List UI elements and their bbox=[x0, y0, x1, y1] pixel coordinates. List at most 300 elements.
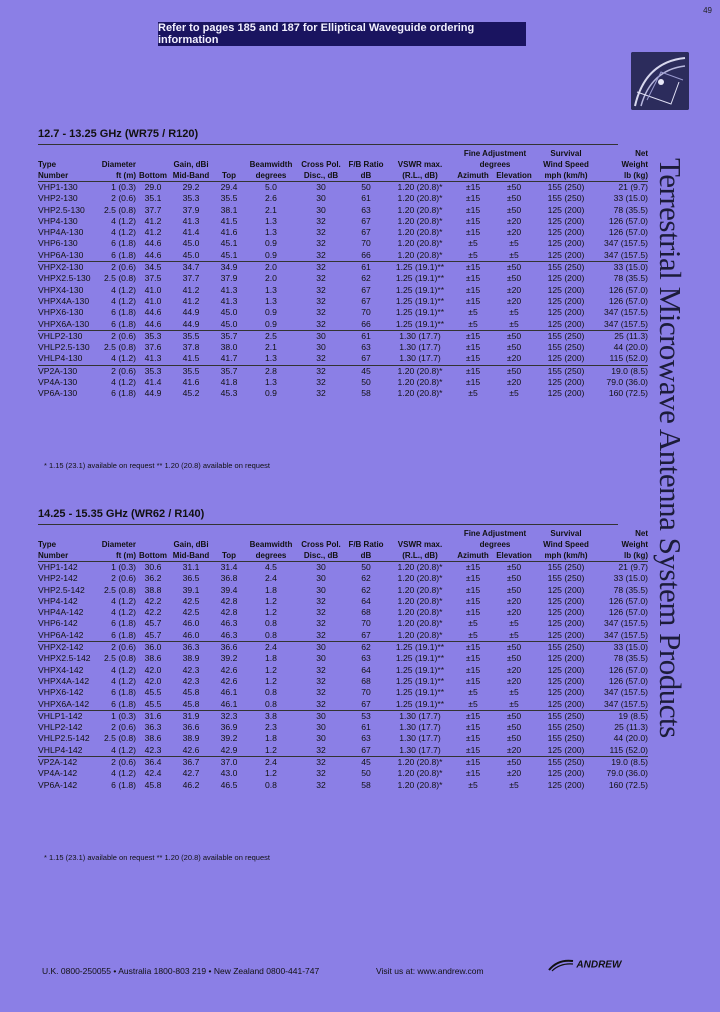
table-row bbox=[38, 710, 648, 722]
cell-wind-speed: 125 (200) bbox=[547, 295, 585, 306]
cell-wind-speed: 155 (250) bbox=[536, 757, 596, 769]
cell-cross-pol: 32 bbox=[296, 757, 346, 769]
cell-top: 41.7 bbox=[220, 353, 238, 364]
table-row bbox=[38, 250, 648, 262]
cell-diameter: 6 (1.8) bbox=[111, 388, 136, 399]
cell-beamwidth: 1.8 bbox=[265, 733, 277, 744]
cell-vswr: 1.30 (17.7) bbox=[399, 353, 441, 364]
cell-cross-pol: 32 bbox=[296, 262, 346, 274]
cell-beamwidth: 2.4 bbox=[246, 642, 296, 654]
cell-mid-band: 41.4 bbox=[182, 227, 200, 238]
cell-fb-ratio: 63 bbox=[361, 204, 371, 215]
cell-type: VHP4A-130 bbox=[38, 227, 84, 238]
cell-bottom: 30.6 bbox=[144, 562, 162, 572]
cell-azimuth: ±15 bbox=[465, 342, 481, 353]
cell-weight: 347 (157.5) bbox=[604, 687, 648, 698]
hdr-top: Top bbox=[212, 170, 246, 182]
table-row bbox=[38, 676, 648, 687]
cell-wind-speed: 125 (200) bbox=[547, 687, 585, 698]
cell-bottom: 42.3 bbox=[144, 744, 162, 755]
cell-bottom: 41.2 bbox=[144, 227, 162, 238]
cell-wind-speed: 155 (250) bbox=[547, 722, 585, 733]
cell-wind-speed: 125 (200) bbox=[547, 629, 585, 640]
cell-vswr: 1.20 (20.8)* bbox=[397, 584, 443, 595]
cell-cross-pol: 30 bbox=[316, 562, 326, 572]
cell-cross-pol: 32 bbox=[316, 295, 326, 306]
cell-vswr: 1.30 (17.7) bbox=[399, 744, 441, 755]
cell-elevation: ±5 bbox=[509, 618, 519, 629]
cell-bottom: 36.3 bbox=[144, 722, 162, 733]
table-row bbox=[38, 330, 648, 342]
cell-cross-pol: 30 bbox=[316, 182, 326, 192]
hdr-blank bbox=[136, 159, 170, 170]
cell-diameter: 2.5 (0.8) bbox=[103, 342, 136, 353]
cell-type: VHP2-130 bbox=[38, 193, 78, 204]
cell-bottom: 45.5 bbox=[144, 687, 162, 698]
table-row bbox=[38, 307, 648, 318]
cell-top: 45.0 bbox=[220, 318, 238, 329]
hdr-blank bbox=[246, 528, 296, 539]
cell-cross-pol: 32 bbox=[316, 607, 326, 618]
table-row bbox=[38, 699, 648, 711]
cell-type: VHP6-142 bbox=[38, 618, 78, 629]
cell-mid-band: 36.6 bbox=[182, 722, 200, 733]
cell-elevation: ±20 bbox=[506, 675, 522, 686]
hdr-degrees: degrees bbox=[246, 550, 296, 562]
cell-bottom: 38.6 bbox=[144, 653, 162, 664]
cell-weight: 79.0 (36.0) bbox=[606, 768, 648, 779]
cell-vswr: 1.20 (20.8)* bbox=[397, 573, 443, 584]
hdr-gain: Gain, dBi bbox=[173, 160, 209, 169]
cell-wind-speed: 155 (250) bbox=[536, 330, 596, 342]
hdr-blank bbox=[346, 148, 386, 159]
cell-cross-pol: 32 bbox=[316, 318, 326, 329]
cell-type: VHPX2-142 bbox=[38, 642, 96, 654]
hdr-ft-m: ft (m) bbox=[96, 170, 136, 182]
cell-mid-band: 29.2 bbox=[182, 182, 200, 192]
section-rule bbox=[38, 524, 618, 525]
cell-fb-ratio: 50 bbox=[361, 377, 371, 388]
cell-mid-band: 35.3 bbox=[182, 193, 200, 204]
cell-beamwidth: 0.8 bbox=[265, 779, 277, 790]
cell-beamwidth: 0.8 bbox=[265, 618, 277, 629]
cell-vswr: 1.25 (19.1)** bbox=[395, 307, 445, 318]
hdr-blank bbox=[212, 159, 246, 170]
cell-azimuth: ±15 bbox=[465, 744, 481, 755]
page-number: 49 bbox=[703, 6, 712, 15]
cell-vswr: 1.20 (20.8)* bbox=[397, 227, 443, 238]
cell-mid-band: 41.2 bbox=[182, 295, 200, 306]
section-rule bbox=[38, 144, 618, 145]
hdr-lb-kg: lb (kg) bbox=[596, 170, 648, 182]
cell-top: 39.4 bbox=[220, 584, 238, 595]
cell-type: VHP6A-130 bbox=[38, 249, 84, 260]
cell-elevation: ±50 bbox=[506, 204, 522, 215]
cell-azimuth: ±15 bbox=[465, 284, 481, 295]
table-row bbox=[38, 182, 648, 194]
cell-type: VHPX6A-142 bbox=[38, 698, 90, 709]
cell-beamwidth: 1.2 bbox=[265, 768, 277, 779]
cell-mid-band: 31.1 bbox=[182, 562, 200, 572]
hdr-fb-ratio: F/B Ratio bbox=[348, 160, 384, 169]
cell-vswr: 1.20 (20.8)* bbox=[397, 377, 443, 388]
cell-vswr: 1.25 (19.1)** bbox=[395, 273, 445, 284]
cell-elevation: ±20 bbox=[506, 595, 522, 606]
cell-cross-pol: 30 bbox=[316, 653, 326, 664]
table-row bbox=[38, 596, 648, 607]
cell-wind-speed: 155 (250) bbox=[547, 193, 585, 204]
cell-fb-ratio: 66 bbox=[361, 318, 371, 329]
cell-bottom: 41.3 bbox=[144, 353, 162, 364]
cell-beamwidth: 1.3 bbox=[265, 284, 277, 295]
cell-cross-pol: 32 bbox=[316, 779, 326, 790]
cell-beamwidth: 1.3 bbox=[265, 353, 277, 364]
cell-cross-pol: 32 bbox=[316, 215, 326, 226]
hdr-bottom: Bottom bbox=[136, 550, 170, 562]
cell-diameter: 1 (0.3) bbox=[96, 710, 136, 722]
cell-azimuth: ±5 bbox=[468, 388, 478, 399]
cell-azimuth: ±15 bbox=[454, 642, 492, 654]
hdr-crosspol: Cross Pol. bbox=[301, 540, 341, 549]
cell-beamwidth: 1.2 bbox=[265, 744, 277, 755]
cell-beamwidth: 0.9 bbox=[265, 249, 277, 260]
cell-beamwidth: 2.1 bbox=[265, 342, 277, 353]
cell-azimuth: ±5 bbox=[468, 307, 478, 318]
cell-top: 35.5 bbox=[220, 193, 238, 204]
hdr-diameter: Diameter bbox=[101, 160, 136, 169]
cell-top: 45.3 bbox=[220, 388, 238, 399]
cell-beamwidth: 4.5 bbox=[265, 562, 277, 572]
cell-fb-ratio: 45 bbox=[346, 365, 386, 377]
cell-cross-pol: 32 bbox=[316, 698, 326, 709]
cell-vswr: 1.20 (20.8)* bbox=[397, 768, 443, 779]
cell-elevation: ±50 bbox=[492, 262, 536, 274]
cell-bottom: 36.4 bbox=[136, 757, 170, 769]
cell-beamwidth: 2.0 bbox=[246, 262, 296, 274]
cell-cross-pol: 32 bbox=[316, 629, 326, 640]
cell-mid-band: 36.5 bbox=[182, 573, 200, 584]
cell-azimuth: ±15 bbox=[465, 584, 481, 595]
cell-mid-band: 36.3 bbox=[170, 642, 212, 654]
cell-elevation: ±5 bbox=[509, 629, 519, 640]
hdr-blank bbox=[136, 539, 170, 550]
cell-elevation: ±50 bbox=[506, 722, 522, 733]
cell-type: VHPX4A-142 bbox=[38, 675, 90, 686]
cell-diameter: 4 (1.2) bbox=[111, 295, 136, 306]
table-row bbox=[38, 227, 648, 238]
cell-bottom: 36.0 bbox=[136, 642, 170, 654]
cell-bottom: 29.0 bbox=[144, 182, 162, 192]
hdr-blank bbox=[296, 528, 346, 539]
cell-cross-pol: 32 bbox=[316, 284, 326, 295]
cell-type: VHLP2-130 bbox=[38, 330, 96, 342]
cell-diameter: 2 (0.6) bbox=[96, 330, 136, 342]
cell-vswr: 1.25 (19.1)** bbox=[395, 698, 445, 709]
cell-type: VHPX4-142 bbox=[38, 664, 84, 675]
spec-table-13ghz bbox=[38, 148, 648, 400]
cell-type: VHP6A-142 bbox=[38, 629, 84, 640]
cell-azimuth: ±5 bbox=[468, 238, 478, 249]
cell-mid-band: 41.5 bbox=[182, 353, 200, 364]
hdr-elevation: Elevation bbox=[492, 550, 536, 562]
cell-fb-ratio: 63 bbox=[361, 342, 371, 353]
cell-wind-speed: 125 (200) bbox=[547, 238, 585, 249]
cell-vswr: 1.20 (20.8)* bbox=[397, 779, 443, 790]
table-row bbox=[38, 630, 648, 642]
cell-wind-speed: 125 (200) bbox=[547, 595, 585, 606]
hdr-type: Type bbox=[38, 160, 57, 169]
cell-diameter: 4 (1.2) bbox=[111, 353, 136, 364]
cell-vswr: 1.30 (17.7) bbox=[386, 710, 454, 722]
cell-diameter: 4 (1.2) bbox=[111, 377, 136, 388]
cell-fb-ratio: 68 bbox=[361, 607, 371, 618]
hdr-blank bbox=[38, 148, 96, 159]
cell-diameter: 4 (1.2) bbox=[111, 664, 136, 675]
cell-fb-ratio: 67 bbox=[361, 353, 371, 364]
cell-weight: 160 (72.5) bbox=[608, 388, 648, 399]
cell-elevation: ±5 bbox=[509, 238, 519, 249]
cell-fb-ratio: 68 bbox=[361, 675, 371, 686]
cell-beamwidth: 0.9 bbox=[265, 388, 277, 399]
hdr-db: dB bbox=[346, 170, 386, 182]
cell-mid-band: 45.8 bbox=[182, 698, 200, 709]
cell-wind-speed: 125 (200) bbox=[547, 377, 585, 388]
cell-beamwidth: 2.3 bbox=[265, 722, 277, 733]
cell-wind-speed: 155 (250) bbox=[547, 733, 585, 744]
spec-table-15ghz bbox=[38, 528, 648, 791]
cell-elevation: ±50 bbox=[506, 182, 522, 192]
cell-weight: 21 (9.7) bbox=[618, 562, 648, 572]
cell-bottom: 37.7 bbox=[144, 204, 162, 215]
cell-weight: 78 (35.5) bbox=[613, 653, 648, 664]
table-row bbox=[38, 757, 648, 769]
cell-top: 46.1 bbox=[220, 698, 238, 709]
hdr-blank bbox=[38, 528, 96, 539]
cell-bottom: 35.3 bbox=[136, 365, 170, 377]
cell-beamwidth: 0.8 bbox=[265, 687, 277, 698]
side-title: Terrestrial Microwave Antenna System Products bbox=[653, 158, 688, 738]
hdr-fine-adjustment: Fine Adjustment bbox=[463, 529, 527, 538]
cell-diameter: 6 (1.8) bbox=[111, 249, 136, 260]
cell-weight: 33 (15.0) bbox=[613, 193, 648, 204]
cell-wind-speed: 125 (200) bbox=[547, 249, 585, 260]
cell-top: 38.1 bbox=[220, 204, 238, 215]
hdr-mph-kmh: mph (km/h) bbox=[536, 170, 596, 182]
cell-fb-ratio: 61 bbox=[346, 330, 386, 342]
cell-beamwidth: 1.8 bbox=[265, 584, 277, 595]
cell-cross-pol: 30 bbox=[316, 204, 326, 215]
cell-weight: 78 (35.5) bbox=[613, 584, 648, 595]
cell-top: 42.8 bbox=[220, 595, 238, 606]
cell-beamwidth: 1.3 bbox=[265, 377, 277, 388]
cell-mid-band: 42.5 bbox=[182, 607, 200, 618]
cell-vswr: 1.20 (20.8)* bbox=[386, 365, 454, 377]
cell-azimuth: ±15 bbox=[465, 768, 481, 779]
hdr-bottom: Bottom bbox=[136, 170, 170, 182]
cell-type: VHPX2.5-142 bbox=[38, 653, 91, 664]
cell-beamwidth: 2.5 bbox=[246, 330, 296, 342]
cell-vswr: 1.20 (20.8)* bbox=[397, 388, 443, 399]
cell-azimuth: ±15 bbox=[465, 377, 481, 388]
cell-fb-ratio: 63 bbox=[361, 653, 371, 664]
hdr-beamwidth: Beamwidth bbox=[249, 540, 293, 549]
cell-beamwidth: 1.2 bbox=[265, 664, 277, 675]
cell-wind-speed: 155 (250) bbox=[536, 365, 596, 377]
cell-bottom: 44.6 bbox=[144, 307, 162, 318]
cell-top: 34.9 bbox=[212, 262, 246, 274]
cell-cross-pol: 30 bbox=[316, 584, 326, 595]
cell-azimuth: ±15 bbox=[454, 262, 492, 274]
cell-azimuth: ±15 bbox=[465, 273, 481, 284]
cell-vswr: 1.20 (20.8)* bbox=[397, 629, 443, 640]
cell-top: 42.6 bbox=[220, 675, 238, 686]
cell-bottom: 42.0 bbox=[144, 664, 162, 675]
cell-bottom: 45.8 bbox=[144, 779, 162, 790]
dish-icon bbox=[631, 52, 689, 110]
cell-top: 46.3 bbox=[220, 618, 238, 629]
hdr-beamwidth: Beamwidth bbox=[249, 160, 293, 169]
cell-vswr: 1.25 (19.1)** bbox=[386, 262, 454, 274]
cell-azimuth: ±15 bbox=[465, 664, 481, 675]
cell-top: 45.1 bbox=[220, 238, 238, 249]
cell-wind-speed: 125 (200) bbox=[547, 607, 585, 618]
cell-bottom: 44.9 bbox=[144, 388, 162, 399]
cell-elevation: ±50 bbox=[506, 273, 522, 284]
cell-fb-ratio: 63 bbox=[361, 733, 371, 744]
cell-bottom: 36.2 bbox=[144, 573, 162, 584]
cell-elevation: ±50 bbox=[492, 757, 536, 769]
table-row bbox=[38, 665, 648, 676]
cell-type: VHLP2.5-142 bbox=[38, 733, 90, 744]
cell-weight: 19 (8.5) bbox=[596, 710, 648, 722]
cell-vswr: 1.25 (19.1)** bbox=[395, 318, 445, 329]
table-row bbox=[38, 216, 648, 227]
cell-weight: 19.0 (8.5) bbox=[596, 757, 648, 769]
cell-diameter: 2 (0.6) bbox=[96, 642, 136, 654]
cell-azimuth: ±15 bbox=[454, 757, 492, 769]
cell-cross-pol: 32 bbox=[316, 744, 326, 755]
cell-mid-band: 37.9 bbox=[182, 204, 200, 215]
cell-fb-ratio: 67 bbox=[361, 295, 371, 306]
cell-azimuth: ±15 bbox=[465, 295, 481, 306]
cell-type: VHP4-130 bbox=[38, 215, 78, 226]
cell-wind-speed: 125 (200) bbox=[547, 618, 585, 629]
table-row bbox=[38, 618, 648, 629]
cell-mid-band: 45.0 bbox=[182, 238, 200, 249]
hdr-ft-m: ft (m) bbox=[96, 550, 136, 562]
cell-bottom: 34.5 bbox=[136, 262, 170, 274]
cell-beamwidth: 2.4 bbox=[265, 573, 277, 584]
cell-diameter: 1 (0.3) bbox=[111, 182, 136, 192]
cell-weight: 126 (57.0) bbox=[608, 284, 648, 295]
cell-wind-speed: 125 (200) bbox=[547, 698, 585, 709]
hdr-disc-db: Disc., dB bbox=[296, 170, 346, 182]
cell-mid-band: 46.0 bbox=[182, 629, 200, 640]
cell-fb-ratio: 61 bbox=[361, 193, 371, 204]
cell-weight: 126 (57.0) bbox=[608, 607, 648, 618]
cell-fb-ratio: 58 bbox=[361, 779, 371, 790]
cell-cross-pol: 32 bbox=[316, 249, 326, 260]
cell-vswr: 1.30 (17.7) bbox=[399, 342, 441, 353]
cell-bottom: 35.3 bbox=[136, 330, 170, 342]
table-row bbox=[38, 205, 648, 216]
cell-diameter: 2.5 (0.8) bbox=[103, 204, 136, 215]
cell-top: 41.5 bbox=[220, 215, 238, 226]
hdr-survival: Survival bbox=[550, 149, 582, 158]
hdr-blank bbox=[136, 148, 170, 159]
cell-fb-ratio: 67 bbox=[361, 698, 371, 709]
cell-fb-ratio: 53 bbox=[346, 710, 386, 722]
cell-elevation: ±50 bbox=[506, 584, 522, 595]
cell-weight: 33 (15.0) bbox=[596, 262, 648, 274]
cell-top: 45.1 bbox=[220, 249, 238, 260]
cell-bottom: 42.2 bbox=[144, 595, 162, 606]
cell-vswr: 1.20 (20.8)* bbox=[386, 757, 454, 769]
cell-bottom: 42.4 bbox=[144, 768, 162, 779]
table-row bbox=[38, 273, 648, 284]
footer-website[interactable]: Visit us at: www.andrew.com bbox=[376, 966, 484, 976]
cell-type: VHPX4-130 bbox=[38, 284, 84, 295]
table-row bbox=[38, 562, 648, 574]
cell-beamwidth: 1.8 bbox=[265, 653, 277, 664]
table-row bbox=[38, 607, 648, 618]
hdr-diameter: Diameter bbox=[101, 540, 136, 549]
cell-weight: 347 (157.5) bbox=[604, 249, 648, 260]
cell-fb-ratio: 67 bbox=[361, 284, 371, 295]
hdr-lb-kg: lb (kg) bbox=[596, 550, 648, 562]
cell-weight: 126 (57.0) bbox=[608, 227, 648, 238]
cell-vswr: 1.25 (19.1)** bbox=[395, 664, 445, 675]
cell-weight: 115 (52.0) bbox=[609, 353, 648, 364]
cell-mid-band: 35.5 bbox=[170, 330, 212, 342]
cell-cross-pol: 32 bbox=[316, 687, 326, 698]
cell-top: 31.4 bbox=[220, 562, 238, 572]
cell-fb-ratio: 64 bbox=[361, 664, 371, 675]
cell-diameter: 6 (1.8) bbox=[111, 698, 136, 709]
cell-azimuth: ±15 bbox=[465, 733, 481, 744]
cell-mid-band: 45.2 bbox=[182, 388, 200, 399]
cell-azimuth: ±5 bbox=[468, 318, 478, 329]
cell-mid-band: 37.7 bbox=[182, 273, 200, 284]
cell-vswr: 1.20 (20.8)* bbox=[397, 238, 443, 249]
cell-diameter: 4 (1.2) bbox=[111, 284, 136, 295]
cell-type: VHP1-130 bbox=[38, 182, 78, 192]
cell-fb-ratio: 70 bbox=[361, 687, 371, 698]
cell-vswr: 1.30 (17.7) bbox=[399, 733, 441, 744]
cell-bottom: 42.2 bbox=[144, 607, 162, 618]
cell-wind-speed: 125 (200) bbox=[547, 307, 585, 318]
hdr-blank bbox=[96, 148, 136, 159]
cell-elevation: ±5 bbox=[509, 249, 519, 260]
cell-elevation: ±50 bbox=[506, 193, 522, 204]
cell-top: 43.0 bbox=[220, 768, 238, 779]
cell-bottom: 31.6 bbox=[136, 710, 170, 722]
cell-type: VP6A-142 bbox=[38, 779, 78, 790]
cell-elevation: ±5 bbox=[509, 698, 519, 709]
cell-top: 42.6 bbox=[220, 664, 238, 675]
cell-wind-speed: 125 (200) bbox=[547, 584, 585, 595]
hdr-rl-db: (R.L., dB) bbox=[386, 550, 454, 562]
cell-bottom: 41.4 bbox=[144, 377, 162, 388]
cell-bottom: 42.0 bbox=[144, 675, 162, 686]
cell-beamwidth: 2.0 bbox=[265, 273, 277, 284]
cell-wind-speed: 125 (200) bbox=[547, 204, 585, 215]
cell-beamwidth: 0.9 bbox=[265, 307, 277, 318]
cell-beamwidth: 1.2 bbox=[265, 675, 277, 686]
cell-diameter: 4 (1.2) bbox=[111, 215, 136, 226]
cell-fb-ratio: 62 bbox=[361, 573, 371, 584]
cell-azimuth: ±15 bbox=[465, 227, 481, 238]
